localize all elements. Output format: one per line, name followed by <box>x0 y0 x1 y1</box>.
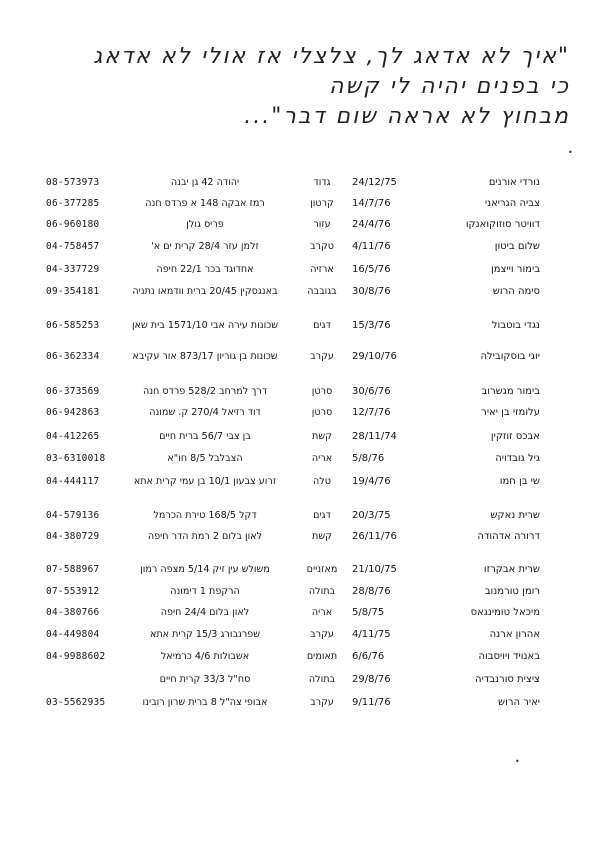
phone-number: 07-553912 <box>46 586 100 597</box>
zodiac-sign: קשת <box>312 531 332 542</box>
list-item <box>0 531 595 563</box>
contact-name: יאיר הרוש <box>498 697 540 708</box>
quote-line-1: "איך לא אדאג לך, צלצלי אז אולי לא אדאג <box>93 44 570 69</box>
address: דרך למרחב 528/2 פרדס חנה <box>142 386 268 397</box>
contact-name: ציצית סורנבדיה <box>475 674 540 685</box>
phone-number: 04-9988602 <box>46 651 106 662</box>
address: סח"ל 33/3 קרית חיים <box>159 674 251 685</box>
zodiac-sign: בתולה <box>308 586 336 597</box>
contact-name: רומן טורמנוב <box>484 586 540 597</box>
address: לאון בלום 24/4 חיפה <box>160 607 250 618</box>
zodiac-sign: קרטון <box>310 198 334 209</box>
contact-name: נורדי אורנים <box>488 177 540 188</box>
address: שכונות בן גוריון 873/17 אור עקיבא <box>132 351 278 362</box>
birth-date: 26/11/76 <box>352 531 397 542</box>
phone-number: 03-5562935 <box>46 697 106 708</box>
zodiac-sign: עזור <box>313 219 331 230</box>
birth-date: 28/8/76 <box>352 586 391 597</box>
birth-date: 4/11/76 <box>352 241 391 252</box>
address: דוד רזיאל 270/4 ק. שמונה <box>149 407 261 418</box>
phone-number: 04-444117 <box>46 476 100 487</box>
contact-name: בימור וייצמן <box>490 264 540 275</box>
zodiac-sign: ארזיה <box>310 264 334 275</box>
phone-number: 04-758457 <box>46 241 100 252</box>
address: הרקפת 1 דימונה <box>170 586 240 597</box>
birth-date: 21/10/75 <box>352 564 397 575</box>
zodiac-sign: קשת <box>312 431 332 442</box>
phone-number: 06-942863 <box>46 407 100 418</box>
address: זלמן עזר 28/4 קרית ים א' <box>151 241 259 252</box>
phone-number: 06-960180 <box>46 219 100 230</box>
zodiac-sign: אריה <box>311 453 333 464</box>
phone-number: 09-354181 <box>46 286 100 297</box>
birth-date: 15/3/76 <box>352 320 391 331</box>
birth-date: 30/8/76 <box>352 286 391 297</box>
list-item <box>0 286 595 318</box>
phone-number: 03-6310018 <box>46 453 106 464</box>
contact-name: מיכאל טומינגאס <box>470 607 540 618</box>
birth-date: 5/8/76 <box>352 453 385 464</box>
zodiac-sign: סרטן <box>311 407 333 418</box>
zodiac-sign: תאומים <box>306 651 338 662</box>
contact-name: דרורה אדהודה <box>477 531 540 542</box>
list-item <box>0 351 595 383</box>
address: דקל 168/5 טירת הכרמל <box>153 510 257 521</box>
zodiac-sign: מאזניים <box>306 564 338 575</box>
zodiac-sign: סרטן <box>311 386 333 397</box>
quote-line-2: כי בפנים יהיה לי קשה <box>329 74 570 99</box>
phone-number: 06-373569 <box>46 386 100 397</box>
birth-date: 20/3/75 <box>352 510 391 521</box>
phone-number: 04-380729 <box>46 531 100 542</box>
contact-name: נגדי בוטבול <box>491 320 540 331</box>
contact-name: צביה הגריאני <box>484 198 540 209</box>
address: רמז אבקה 148 א פרדס חנה <box>145 198 265 209</box>
zodiac-sign: עקרב <box>310 351 334 362</box>
list-item <box>0 320 595 352</box>
contact-name: עלומזי בן יאיר <box>481 407 540 418</box>
address: בן צבי 56/7 ברית חיים <box>159 431 251 442</box>
birth-date: 4/11/75 <box>352 629 391 640</box>
zodiac-sign: עקרב <box>310 629 334 640</box>
quote-line-3: מבחוץ לא אראה שום דבר"... <box>244 104 570 129</box>
zodiac-sign: דגים <box>313 320 331 331</box>
birth-date: 14/7/76 <box>352 198 391 209</box>
zodiac-sign: אריה <box>311 607 333 618</box>
contact-name: אהרון ארנה <box>489 629 540 640</box>
zodiac-sign: טלה <box>313 476 331 487</box>
address: שפרנבורג 15/3 קרית אתא <box>149 629 261 640</box>
birth-date: 29/8/76 <box>352 674 391 685</box>
address: יהודה 42 גן יבנה <box>170 177 240 188</box>
contact-name: אבכס זוזקין <box>490 431 540 442</box>
birth-date: 24/12/75 <box>352 177 397 188</box>
birth-date: 29/10/76 <box>352 351 397 362</box>
birth-date: 28/11/74 <box>352 431 397 442</box>
phone-number: 08-573973 <box>46 177 100 188</box>
address: זרוע צבעון 10/1 בן עמי קרית אתא <box>133 476 277 487</box>
address: אשבולות 4/6 כרמיאל <box>160 651 250 662</box>
birth-date: 6/6/76 <box>352 651 385 662</box>
address: אחדוגד בכר 22/1 חיפה <box>156 264 254 275</box>
address: משולש עין זיק 5/14 מצפה רמון <box>140 564 270 575</box>
phone-number: 04-412265 <box>46 431 100 442</box>
birth-date: 30/6/76 <box>352 386 391 397</box>
list-item <box>0 476 595 508</box>
birth-date: 5/8/75 <box>352 607 385 618</box>
phone-number: 04-449804 <box>46 629 100 640</box>
contact-name: שרית נאקש <box>490 510 540 521</box>
contact-name: שלום ביטון <box>494 241 540 252</box>
zodiac-sign: גדוד <box>313 177 331 188</box>
contact-name: באנויד ויויסבוה <box>478 651 540 662</box>
address: הצבלבל 8/5 חו"א <box>167 453 243 464</box>
address: שכונות עירה אבי 1571/10 בית שאן <box>131 320 279 331</box>
contact-name: גיל גובדויה <box>495 453 540 464</box>
phone-number: 04-337729 <box>46 264 100 275</box>
handwritten-quote <box>40 42 570 132</box>
contact-name: סימה הרוש <box>492 286 540 297</box>
list-item <box>0 697 595 729</box>
phone-number: 04-380766 <box>46 607 100 618</box>
birth-date: 24/4/76 <box>352 219 391 230</box>
contact-name: יוגי בוסקובילה <box>480 351 540 362</box>
phone-number: 04-579136 <box>46 510 100 521</box>
contact-name: בימור מגשרוב <box>481 386 540 397</box>
contact-name: שי בן חמו <box>499 476 540 487</box>
birth-date: 12/7/76 <box>352 407 391 418</box>
phone-number: 06-585253 <box>46 320 100 331</box>
zodiac-sign: בתולה <box>308 674 336 685</box>
birth-date: 19/4/76 <box>352 476 391 487</box>
contact-name: שרית אבקרזו <box>483 564 540 575</box>
address: לאון בלום 2 רמת הדר חיפה <box>147 531 263 542</box>
address: באנגסקין 20/45 ברית וודמאו נתניה <box>132 286 278 297</box>
zodiac-sign: טקרב <box>310 241 334 252</box>
stray-mark: • <box>515 757 520 766</box>
birth-date: 9/11/76 <box>352 697 391 708</box>
zodiac-sign: בגובבה <box>307 286 337 297</box>
birth-date: 16/5/76 <box>352 264 391 275</box>
zodiac-sign: דגים <box>313 510 331 521</box>
phone-number: 06-377285 <box>46 198 100 209</box>
contact-name: דוויטר סוזוקואנקו <box>465 219 540 230</box>
phone-number: 06-362334 <box>46 351 100 362</box>
address: אבופי צה"ל 8 ברית שרון רובינו <box>142 697 268 708</box>
zodiac-sign: עקרב <box>310 697 334 708</box>
phone-number: 07-588967 <box>46 564 100 575</box>
stray-mark: • <box>568 148 573 157</box>
address: פריס גולן <box>186 219 224 230</box>
